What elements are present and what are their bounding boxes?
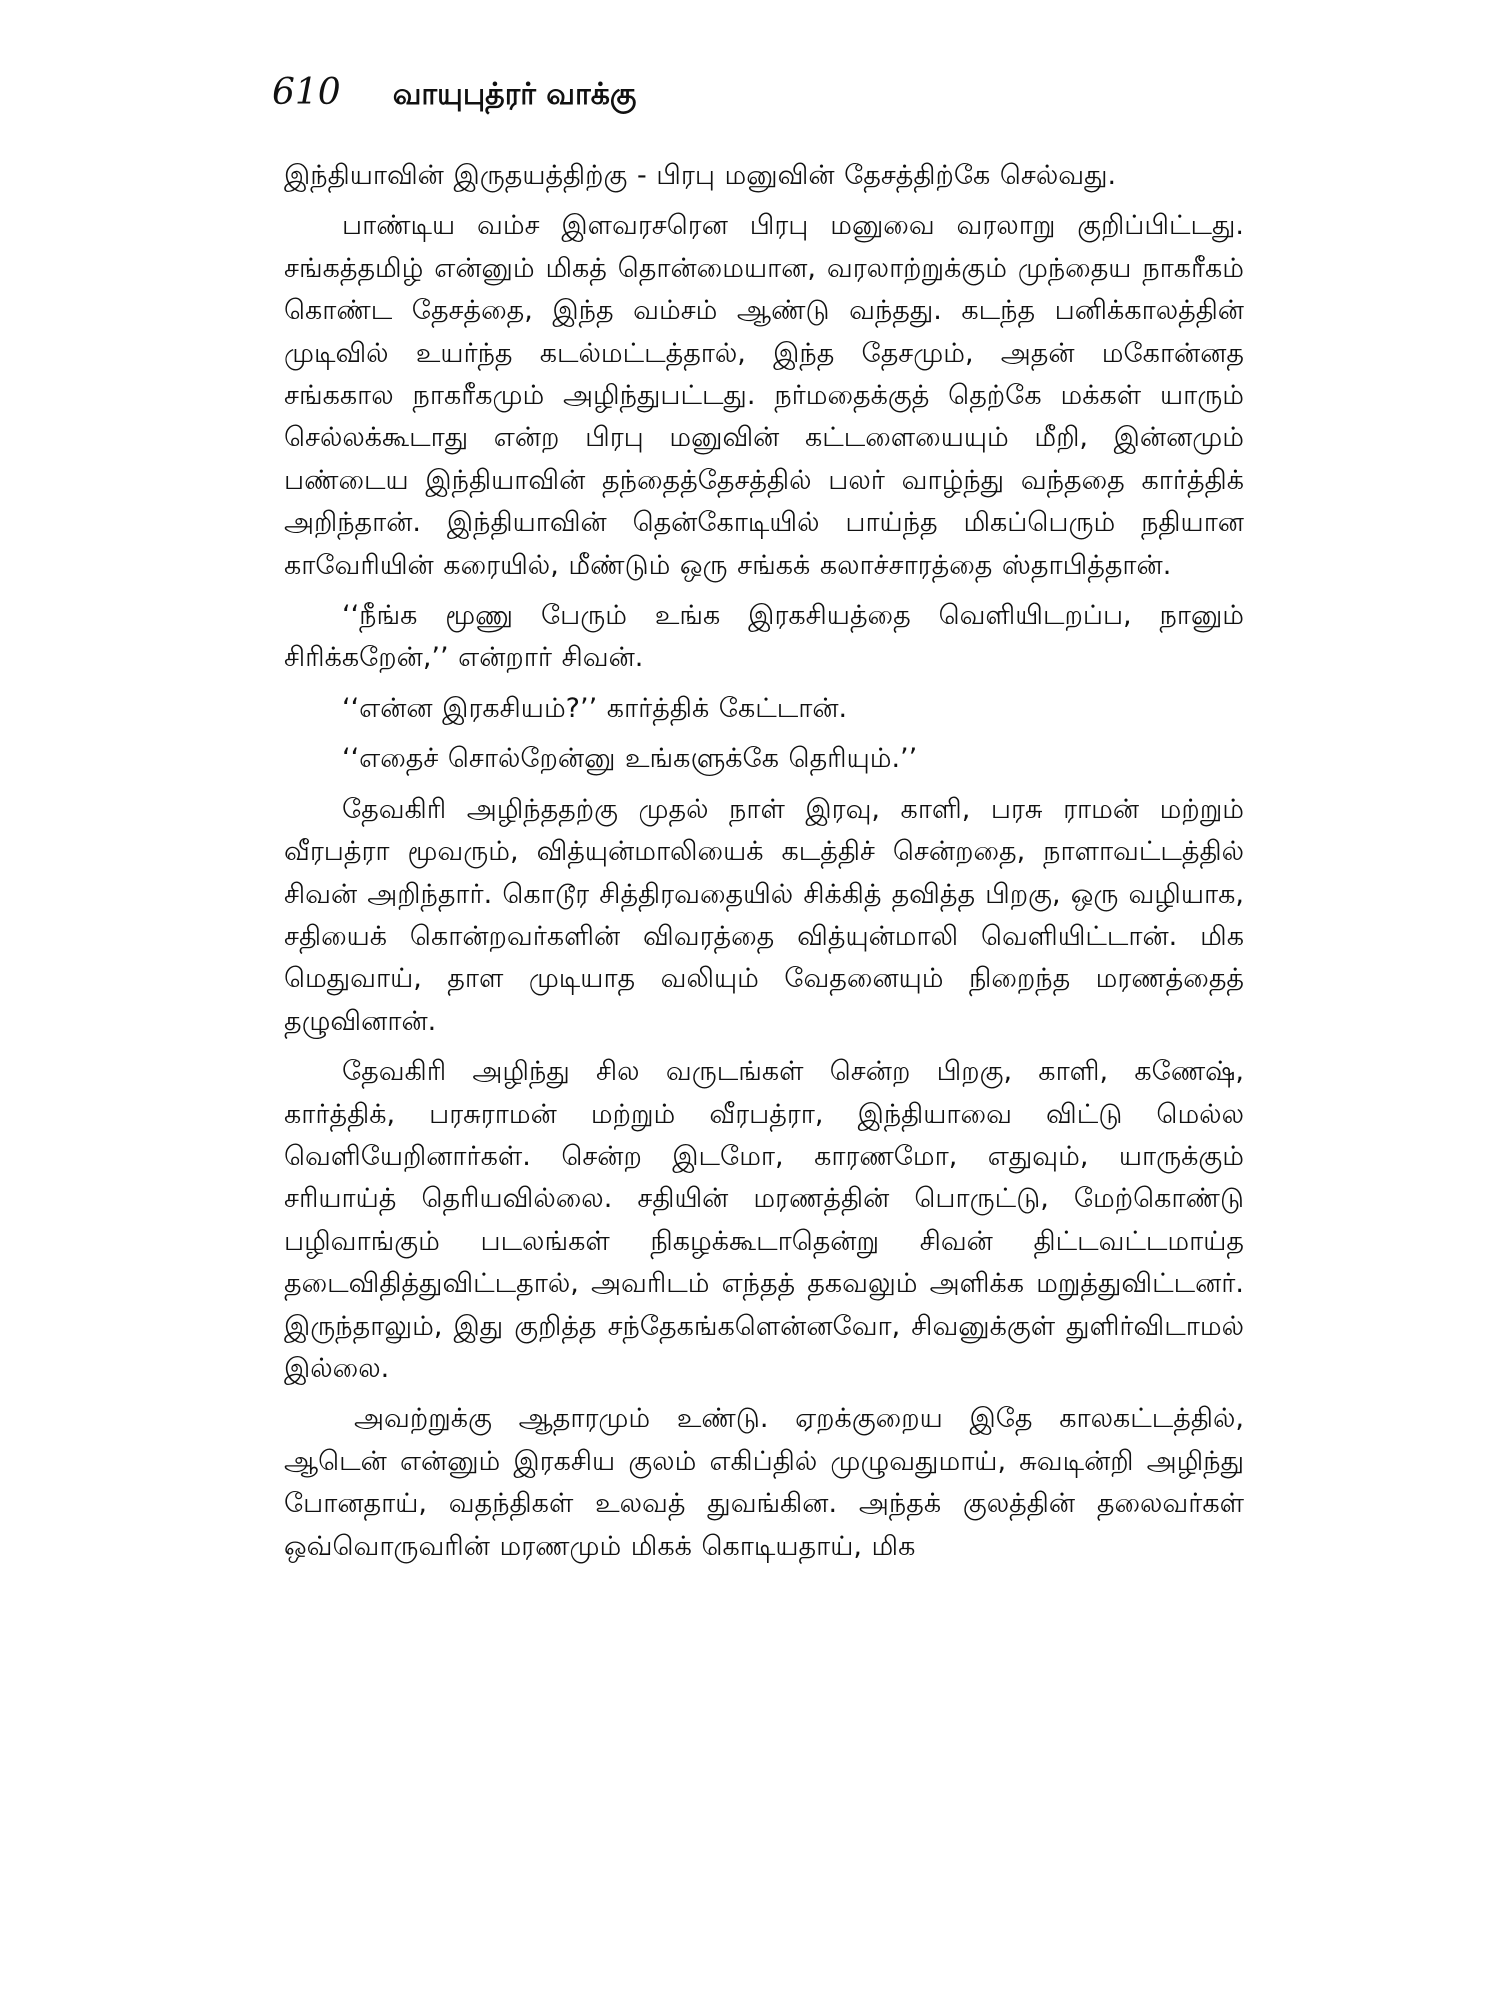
paragraph: அவற்றுக்கு ஆதாரமும் உண்டு. ஏறக்குறைய இதே காலகட்டத்தில், ஆடென் என்னும் இரகசிய குலம் எகிப்தில் முழுவதுமாய், சுவடின்றி அழிந்து போனதாய், வதந்திகள் உலவத் துவங்கின. அந்தக் குலத்தின் தலைவர்கள் ஒவ்வொருவரின் மரணமும் மிகக் கொடியதாய், மிக [284, 1403, 1244, 1562]
body-text [284, 155, 1244, 1576]
book-title: வாயுபுத்ரர் வாக்கு [392, 77, 637, 112]
page-number: 610 [272, 72, 341, 113]
paragraph: இந்தியாவின் இருதயத்திற்கு - பிரபு மனுவின் தேசத்திற்கே செல்வது. [284, 160, 1117, 191]
paragraph: ‘‘என்ன இரகசியம்?’’ கார்த்திக் கேட்டான். [342, 692, 848, 724]
paragraph: தேவகிரி அழிந்து சில வருடங்கள் சென்ற பிறகு, காளி, கணேஷ், கார்த்திக், பரசுராமன் மற்றும் வீரபத்ரா, இந்தியாவை விட்டு மெல்ல வெளியேறினார்கள். சென்ற இடமோ, காரணமோ, எதுவும், யாருக்கும் சரியாய்த் தெரியவில்லை. சதியின் மரணத்தின் பொருட்டு, மேற்கொண்டு பழிவாங்கும் படலங்கள் நிகழக்கூடாதென்று சிவன் திட்டவட்டமாய்த தடைவிதித்துவிட்டதால், அவரிடம் எந்தத் தகவலும் அளிக்க மறுத்துவிட்டனர். இருந்தாலும், இது குறித்த சந்தேகங்களென்னவோ, சிவனுக்குள் துளிர்விடாமல் இல்லை. [284, 1056, 1244, 1384]
paragraph: தேவகிரி அழிந்ததற்கு முதல் நாள் இரவு, காளி, பரசு ராமன் மற்றும் வீரபத்ரா மூவரும், வித்யுன்மாலியைக் கடத்திச் சென்றதை, நாளாவட்டத்தில் சிவன் அறிந்தார். கொடூர சித்திரவதையில் சிக்கித் தவித்த பிறகு, ஒரு வழியாக, சதியைக் கொன்றவர்களின் விவரத்தை வித்யுன்மாலி வெளியிட்டான். மிக மெதுவாய், தாள முடியாத வலியும் வேதனையும் நிறைந்த மரணத்தைத் தழுவினான். [284, 793, 1244, 1037]
paragraph: ‘‘எதைச் சொல்றேன்னு உங்களுக்கே தெரியும்.’’ [342, 743, 918, 775]
paragraph: பாண்டிய வம்ச இளவரசரென பிரபு மனுவை வரலாறு குறிப்பிட்டது. சங்கத்தமிழ் என்னும் மிகத் தொன்மையான, வரலாற்றுக்கும் முந்தைய நாகரீகம் கொண்ட தேசத்தை, இந்த வம்சம் ஆண்டு வந்தது. கடந்த பனிக்காலத்தின் முடிவில் உயர்ந்த கடல்மட்டத்தால், இந்த தேசமும், அதன் மகோன்னத சங்ககால நாகரீகமும் அழிந்துபட்டது. நர்மதைக்குத் தெற்கே மக்கள் யாரும் செல்லக்கூடாது என்ற பிரபு மனுவின் கட்டளையையும் மீறி, இன்னமும் பண்டைய இந்தியாவின் தந்தைத்தேசத்தில் பலர் வாழ்ந்து வந்ததை கார்த்திக் அறிந்தான். இந்தியாவின் தென்கோடியில் பாய்ந்த மிகப்பெரும் நதியான காவேரியின் கரையில், மீண்டும் ஒரு சங்கக் கலாச்சாரத்தை ஸ்தாபித்தான். [284, 210, 1244, 581]
page-header [272, 72, 636, 120]
paragraph: ‘‘நீங்க மூணு பேரும் உங்க இரகசியத்தை வெளியிடறப்ப, நானும் சிரிக்கறேன்,’’ என்றார் சிவன். [284, 600, 1244, 674]
